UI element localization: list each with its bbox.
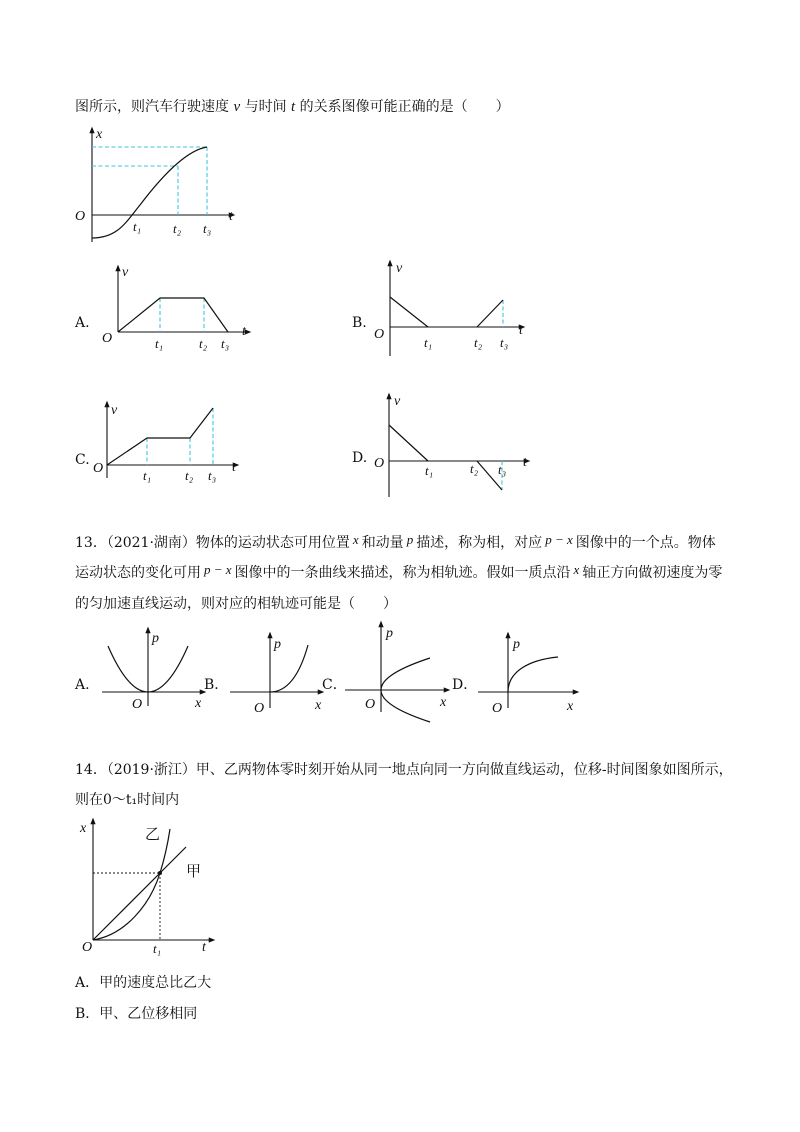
- origin-label: O: [254, 701, 265, 716]
- q14-stem-line-2: 则在0～t₁时间内: [75, 792, 180, 808]
- q13-var-x: x: [573, 562, 580, 577]
- origin-label: O: [374, 327, 385, 342]
- q12-option-d-label: D.: [352, 450, 368, 466]
- jia-label: 甲: [186, 862, 202, 880]
- q13-option-b-figure: [222, 628, 327, 716]
- q13-text: 运动状态的变化可用: [75, 565, 201, 581]
- tick-label-t1: t₁: [155, 336, 164, 351]
- q13-stem-line-3: [75, 594, 397, 614]
- q13-var-p-x: p − x: [545, 532, 573, 547]
- q12-xt-figure: [68, 122, 248, 244]
- jia-line: [93, 847, 186, 940]
- yi-curve: [93, 829, 170, 940]
- q12-stem: [75, 97, 510, 117]
- q13-option-a-label: A.: [75, 677, 90, 693]
- q13-text: 的匀加速直线运动，则对应的相轨迹可能是（ ）: [75, 596, 397, 612]
- q13-option-a-figure: [98, 624, 210, 714]
- phase-trajectory: [270, 645, 308, 692]
- intersection-dot: [158, 871, 162, 875]
- q13-option-d-label: D．: [452, 677, 478, 693]
- origin-label: O: [93, 461, 104, 476]
- tick-label-t2: t₂: [470, 461, 479, 476]
- axis-label-x: x: [440, 695, 447, 710]
- q12-stem-var-t: t: [291, 99, 296, 115]
- tick-label-t2: t₂: [173, 221, 182, 236]
- q13-text: 图像中的一个点。物体: [575, 535, 716, 551]
- tick-label-t1: t₁: [133, 219, 142, 234]
- q13-stem-line-1: [75, 533, 716, 553]
- q13-option-b-label: B．: [204, 677, 229, 693]
- tick-label-t1: t₁: [424, 335, 433, 350]
- axis-label-t: t: [519, 323, 523, 338]
- tick-label-t1: t₁: [425, 463, 434, 478]
- axis-label-x: x: [567, 699, 574, 714]
- q13-option-d-figure: [472, 628, 582, 716]
- origin-label: O: [132, 697, 143, 712]
- axis-label-v: v: [394, 394, 401, 409]
- axis-label-x: x: [96, 127, 103, 142]
- axis-label-x: x: [195, 696, 202, 711]
- origin-label: O: [492, 701, 503, 716]
- q12-option-a-label: A.: [75, 315, 90, 331]
- q12-stem-var-v: v: [233, 99, 241, 115]
- axis-label-v: v: [396, 261, 403, 276]
- vt-graph: [118, 298, 228, 332]
- axis-label-t: t: [202, 940, 206, 955]
- xt-curve: [92, 147, 207, 238]
- tick-label-t3: t₃: [498, 462, 507, 477]
- yi-label: 乙: [145, 825, 161, 843]
- vt-graph-segment: [477, 300, 503, 327]
- q13-text: 轴正方向做初速度为零: [582, 565, 723, 581]
- axis-label-x: x: [80, 821, 87, 836]
- tick-label-t1: t₁: [143, 468, 152, 483]
- vt-graph-segment: [390, 297, 428, 327]
- tick-label-t3: t₃: [221, 336, 230, 351]
- tick-label-t2: t₂: [474, 335, 483, 350]
- vt-graph-segment: [389, 425, 428, 461]
- tick-label-t2: t₂: [185, 468, 194, 483]
- q14-stem-line-1: 14．（2019·浙江）甲、乙两物体零时刻开始从同一地点向同一方向做直线运动，位移-时间图象如图所示，: [75, 762, 733, 778]
- q13-option-c-figure: [338, 618, 453, 726]
- axis-label-t: t: [523, 455, 527, 470]
- q12-option-c-label: C.: [75, 452, 90, 468]
- axis-label-p: p: [513, 637, 520, 652]
- q13-var-p-x: p − x: [204, 562, 232, 577]
- phase-trajectory: [508, 657, 558, 692]
- q13-var-p: p: [406, 532, 414, 547]
- q12-option-c-figure: [88, 398, 246, 486]
- q14-option-a: A．甲的速度总比乙大: [75, 975, 212, 991]
- q13-text: 和动量: [361, 535, 404, 551]
- q12-option-a-figure: [95, 262, 255, 354]
- q12-option-d-figure: [368, 390, 536, 500]
- q12-stem-text: 的关系图像可能正确的是（ ）: [295, 99, 510, 115]
- q13-option-c-label: C．: [322, 677, 347, 693]
- q12-stem-text: 图所示，则汽车行驶速度: [75, 99, 234, 115]
- tick-label-t2: t₂: [199, 336, 208, 351]
- tick-label-t3: t₃: [203, 221, 212, 236]
- q12-option-b-label: B.: [352, 315, 367, 331]
- tick-label-t1: t₁: [153, 941, 162, 956]
- q12-option-b-figure: [368, 256, 533, 360]
- tick-label-t3: t₃: [208, 468, 217, 483]
- axis-label-t: t: [232, 460, 236, 475]
- q13-text: 13．（2021·湖南）物体的运动状态可用位置: [75, 535, 350, 551]
- q13-text: 图像中的一条曲线来描述，称为相轨迹。假如一质点沿: [234, 565, 571, 581]
- axis-label-p: p: [152, 631, 159, 646]
- vt-graph: [107, 408, 213, 465]
- origin-label: O: [75, 209, 86, 224]
- axis-label-v: v: [122, 265, 129, 280]
- axis-label-p: p: [386, 626, 393, 641]
- axis-label-v: v: [111, 403, 118, 418]
- origin-label: O: [365, 697, 376, 712]
- tick-label-t3: t₃: [500, 335, 509, 350]
- q13-stem-line-2: [75, 563, 722, 583]
- axis-label-x: x: [315, 698, 322, 713]
- origin-label: O: [102, 331, 113, 346]
- axis-label-t: t: [229, 209, 233, 224]
- axis-label-p: p: [274, 637, 281, 652]
- q13-var-x: x: [352, 532, 359, 547]
- q12-stem-text: 与时间: [240, 99, 292, 115]
- origin-label: O: [374, 456, 385, 471]
- q13-text: 描述，称为相，对应: [416, 535, 543, 551]
- q14-option-b: B．甲、乙位移相同: [75, 1006, 198, 1022]
- origin-label: O: [82, 940, 93, 955]
- q14-xt-figure: [72, 812, 222, 962]
- axis-label-t: t: [242, 324, 246, 339]
